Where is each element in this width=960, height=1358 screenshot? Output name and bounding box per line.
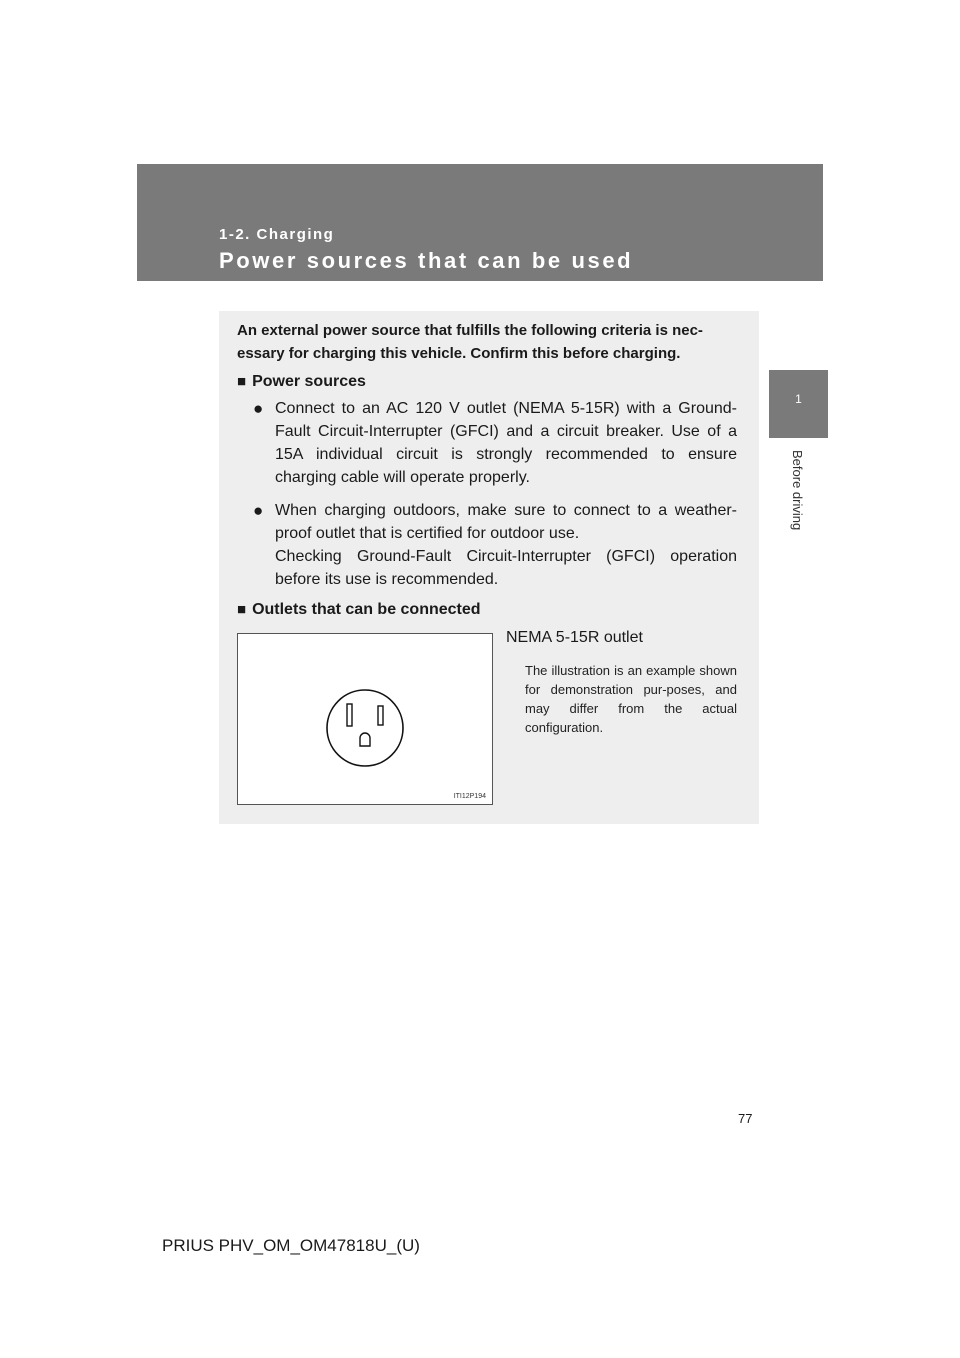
square-bullet-icon: ■ [237,373,247,390]
chapter-tab-number: 1 [795,392,802,406]
document-footer: PRIUS PHV_OM_OM47818U_(U) [162,1236,420,1255]
page-number: 77 [738,1111,753,1126]
bullet-note-text: Checking Ground-Fault Circuit-Interrupter (GFCI) operation before its use is recommended. [275,548,737,588]
square-bullet-icon: ■ [237,601,247,618]
outlets-heading [237,601,481,619]
round-bullet-icon: ● [253,399,264,418]
header-band [137,164,823,281]
bullet-item [253,397,737,489]
chapter-tab-label: Before driving [790,450,805,531]
outlet-name: NEMA 5-15R outlet [506,629,643,646]
bullet-note [253,545,737,591]
round-bullet-icon: ● [253,501,264,520]
section-label: 1-2. Charging [219,226,335,243]
outlet-illustration [237,633,493,805]
figure-caption: The illustration is an example shown for demonstration pur-poses, and may differ from the actual configuration. [525,663,737,735]
chapter-tab[interactable] [769,370,828,438]
outlets-heading-text: Outlets that can be connected [252,601,481,618]
figure-code: ITI12P194 [453,793,486,800]
power-sources-heading-text: Power sources [252,373,366,390]
bullet-text: When charging outdoors, make sure to connect to a weather-proof outlet that is certified for outdoor use. [275,502,737,542]
bullet-text: Connect to an AC 120 V outlet (NEMA 5-15R) with a Ground-Fault Circuit-Interrupter (GFCI) and a circuit breaker. Use of a 15A individual circuit is strongly recommended to ensure charging cable will operate properly. [275,400,737,486]
content-box [219,311,759,824]
outlet-icon [238,634,492,804]
page-title: Power sources that can be used [219,248,634,273]
bullet-item [253,499,737,545]
intro-text: An external power source that fulfills the following criteria is nec-essary for charging this vehicle. Confirm this before charging. [237,322,703,362]
power-sources-heading [237,373,366,391]
